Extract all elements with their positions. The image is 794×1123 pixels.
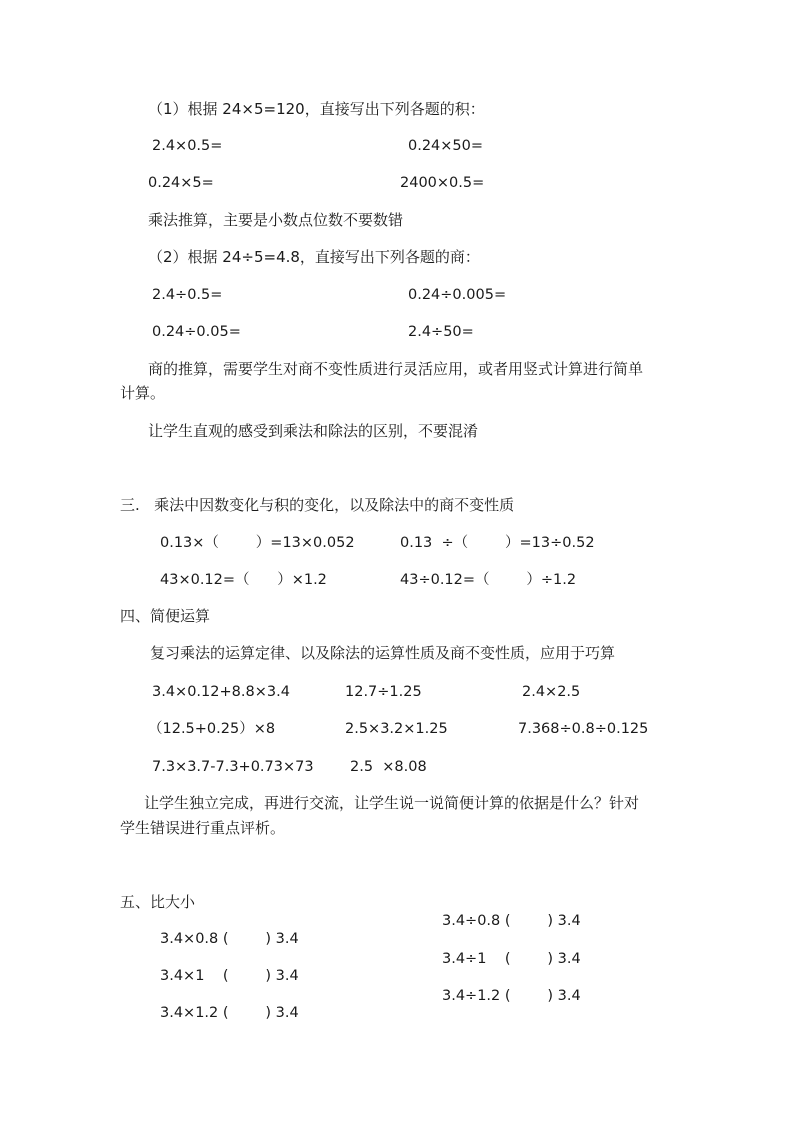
q2-title: （2）根据 24÷5=4.8，直接写出下列各题的商： (148, 248, 480, 266)
q1-note: 乘法推算，主要是小数点位数不要数错 (148, 211, 404, 229)
section4-intro: 复习乘法的运算定律、以及除法的运算性质及商不变性质，应用于巧算 (150, 644, 616, 662)
q2-item-1: 2.4÷0.5= (152, 287, 223, 303)
q1-item-1: 2.4×0.5= (152, 138, 223, 154)
q2-item-3: 0.24÷0.05= (152, 324, 241, 340)
section5-heading: 五、比大小 (120, 893, 196, 911)
s5-left-1: 3.4×0.8 ( ) 3.4 (160, 931, 299, 947)
s4-note-line2: 学生错误进行重点评析。 (120, 819, 286, 837)
q1-title: （1）根据 24×5=120，直接写出下列各题的积： (148, 100, 485, 118)
s5-left-3: 3.4×1.2 ( ) 3.4 (160, 1005, 299, 1021)
q1-item-2: 0.24×50= (408, 138, 484, 154)
q2-note2: 让学生直观的感受到乘法和除法的区别，不要混淆 (148, 422, 479, 440)
s3-item-1: 0.13×（ ）=13×0.052 (160, 535, 355, 551)
s3-item-2: 0.13 ÷（ ）=13÷0.52 (400, 535, 595, 551)
q1-item-3: 0.24×5= (148, 175, 214, 191)
s4-item-4: （12.5+0.25）×8 (148, 721, 276, 737)
s4-note-line1: 让学生独立完成，再进行交流，让学生说一说简便计算的依据是什么？针对 (144, 794, 640, 812)
s3-item-4: 43÷0.12=（ ）÷1.2 (400, 572, 577, 588)
s4-item-6: 7.368÷0.8÷0.125 (518, 721, 649, 737)
s4-item-7: 7.3×3.7-7.3+0.73×73 (152, 759, 314, 775)
s4-item-8: 2.5 ×8.08 (350, 759, 427, 775)
q2-item-2: 0.24÷0.005= (408, 287, 507, 303)
section4-heading: 四、简便运算 (120, 607, 211, 625)
q1-item-4: 2400×0.5= (400, 175, 485, 191)
s5-left-2: 3.4×1 ( ) 3.4 (160, 968, 299, 984)
s5-right-2: 3.4÷1 ( ) 3.4 (442, 951, 581, 967)
q2-item-4: 2.4÷50= (408, 324, 474, 340)
q2-note-line1: 商的推算，需要学生对商不变性质进行灵活应用，或者用竖式计算进行简单 (148, 360, 644, 378)
s4-item-2: 12.7÷1.25 (345, 684, 422, 700)
s5-right-1: 3.4÷0.8 ( ) 3.4 (442, 913, 581, 929)
s3-item-3: 43×0.12=（ ）×1.2 (160, 572, 327, 588)
section3-heading: 三. 乘法中因数变化与积的变化，以及除法中的商不变性质 (120, 496, 515, 514)
s4-item-5: 2.5×3.2×1.25 (345, 721, 448, 737)
s4-item-3: 2.4×2.5 (522, 684, 581, 700)
s5-right-3: 3.4÷1.2 ( ) 3.4 (442, 988, 581, 1004)
s4-item-1: 3.4×0.12+8.8×3.4 (152, 684, 290, 700)
q2-note-line2: 计算。 (120, 384, 166, 402)
